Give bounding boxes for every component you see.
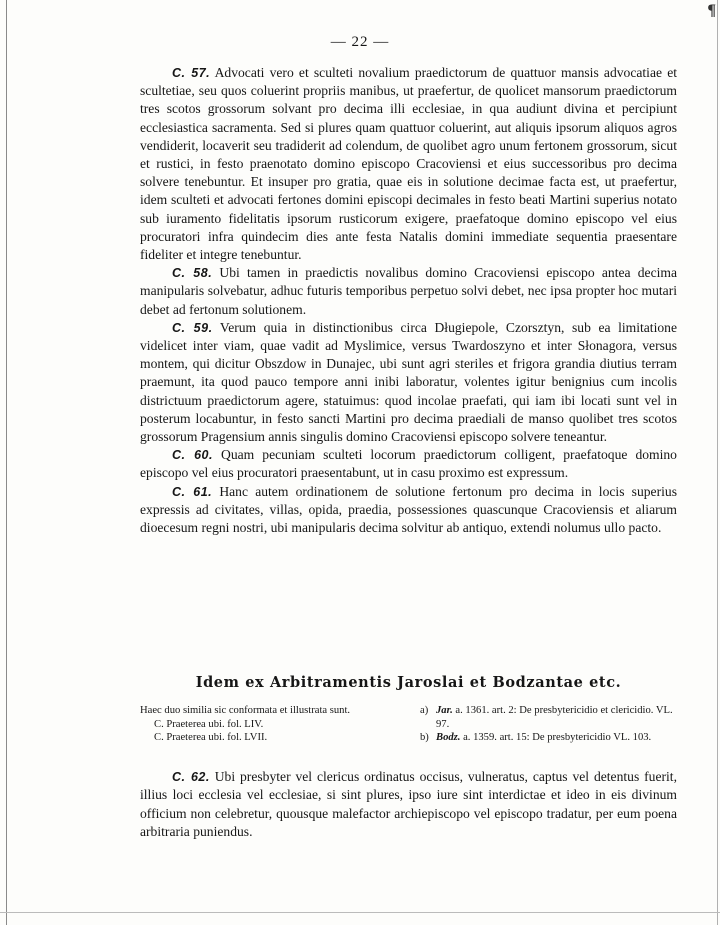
paragraph-text: Advocati vero et sculteti novalium praedictorum de quattuor mansis advocatiae et scultetiae, seu quos coluerint propriis manibus, ut praefertur, de quolicet mansorum praedictorum tres scotos grossorum solvant pro decima illi ecclesiae, in qua audiunt divina et percipiunt ecclesiastica sacramenta. Sed si plures quam quattuor coluerint, aut aliquis ipsorum aliquos agros vendiderit, locaverit seu tradiderit ad colendum, de quolibet agro unum fertonem grossorum, sicut et rustici, in festo praenotato domino episcopo Cracoviensi et eius successoribus pro decima solvere tenebuntur. Et insuper pro gratia, quae eis in solutione decimae facta est, ut praefertur, idem sculteti et advocati fertones domini episcopi decimales in festo beati Martini superius notato sub iuramento fidelitatis ipsorum rusticorum exigere, praefatoque domino episcopo vel eius procuratori infra quindecim dies ante festa Natalis domini immediate sequentia praesentare fideliter et integre tenebuntur. xyxy=(140,65,678,263)
footnote-source: Bodz. xyxy=(436,732,461,743)
page-edge-right xyxy=(717,0,718,925)
footnote-b xyxy=(420,731,677,745)
note-line: C. Praeterea ubi. fol. LVII. xyxy=(154,732,268,743)
paragraph-c57 xyxy=(140,64,677,264)
paragraph-text: Quam pecuniam sculteti locorum praedictorum colligent, praefatoque domino episcopo vel eius procuratori praesentabunt, ut in casu proximo est expressum. xyxy=(140,447,677,481)
paragraph-c58 xyxy=(140,264,677,319)
footnote-key: b) xyxy=(420,732,429,743)
chapter-number: C. 62. xyxy=(172,770,210,784)
chapter-number: C. 58. xyxy=(172,266,213,281)
footnote-text xyxy=(436,704,677,731)
main-text xyxy=(140,64,677,537)
notes-left xyxy=(140,704,405,745)
chapter-number: C. 60. xyxy=(172,448,213,463)
final-text xyxy=(140,768,677,842)
paragraph-c60 xyxy=(140,446,677,482)
footnote-body: a. 1359. art. 15: De presbytericidio VL. 103. xyxy=(460,732,652,743)
note-line: Haec duo similia sic conformata et illustrata sunt. xyxy=(140,705,351,716)
paragraph-text: Verum quia in distinctionibus circa Długiepole, Czorsztyn, sub ea limitatione videlicet inter viam, quae vadit ad Myslimice, versus Twardoszyno et inter Słonagora, versus montem, qui dicitur Obszdow in Dunajec, ubi sunt agri steriles et frigora grandia diutius terram praemunt, ita quod pauco tempore anni inibi laboratur, volentes igitur benignius cum incolis districtuum praedictorum agere, statuimus: quod incolae praefati, qui iam ibi locati sunt vel in posterum locabuntur, in festo sancti Martini pro decima praediali de manso quolibet tres scotos grossorum Pragensium annis singulis domino Cracoviensi episcopo solvere teneantur. xyxy=(140,319,677,445)
page-edge-left xyxy=(6,0,7,925)
page-edge-bottom xyxy=(0,912,720,913)
corner-mark: ¶ xyxy=(707,2,716,19)
paragraph-c62 xyxy=(140,768,677,842)
chapter-number: C. 61. xyxy=(172,484,213,499)
paragraph-text: Ubi tamen in praedictis novalibus domino Cracoviensi episcopo antea decima manipularis solvebatur, adhuc futuris temporibus perpetuo solvi debet, nec ipsa propter hoc mutari debet ad fertonum solutionem. xyxy=(140,265,678,317)
section-heading: Idem ex Arbitramentis Jaroslai et Bodzantae etc. xyxy=(195,674,622,691)
footnote-text xyxy=(436,731,677,745)
footnote-source: Jar. xyxy=(436,705,453,716)
paragraph-text: Hanc autem ordinationem de solutione fertonum pro decima in locis superius expressis ad civitates, villas, opida, praedia, possessiones quascunque Cracoviensis et aliarum dioecesum regni nostri, ubi manipularis decima solvitur ab antiquo, extendi nolumus ullo pacto. xyxy=(140,483,677,536)
notes-right xyxy=(420,704,677,745)
page-number: — 22 — xyxy=(330,34,390,50)
paragraph-c59 xyxy=(140,319,677,446)
chapter-number: C. 57. xyxy=(172,66,211,80)
paragraph-c61 xyxy=(140,483,677,538)
footnote-key: a) xyxy=(420,705,429,716)
paragraph-text: Ubi presbyter vel clericus ordinatus occisus, vulneratus, captus vel detentus fuerit, illius loci ecclesia vel ecclesiae, si sint plures, ipso iure sint interdictae et ideo in eis divinum officium non celebretur, quousque malefactor archiepiscopo vel episcopo tradatur, per eum poena arbitraria puniendus. xyxy=(140,769,677,840)
note-line: C. Praeterea ubi. fol. LIV. xyxy=(154,718,264,730)
footnote-a xyxy=(420,704,677,731)
footnote-body: a. 1361. art. 2: De presbytericidio et clericidio. VL. 97. xyxy=(436,705,673,730)
chapter-number: C. 59. xyxy=(172,320,213,335)
